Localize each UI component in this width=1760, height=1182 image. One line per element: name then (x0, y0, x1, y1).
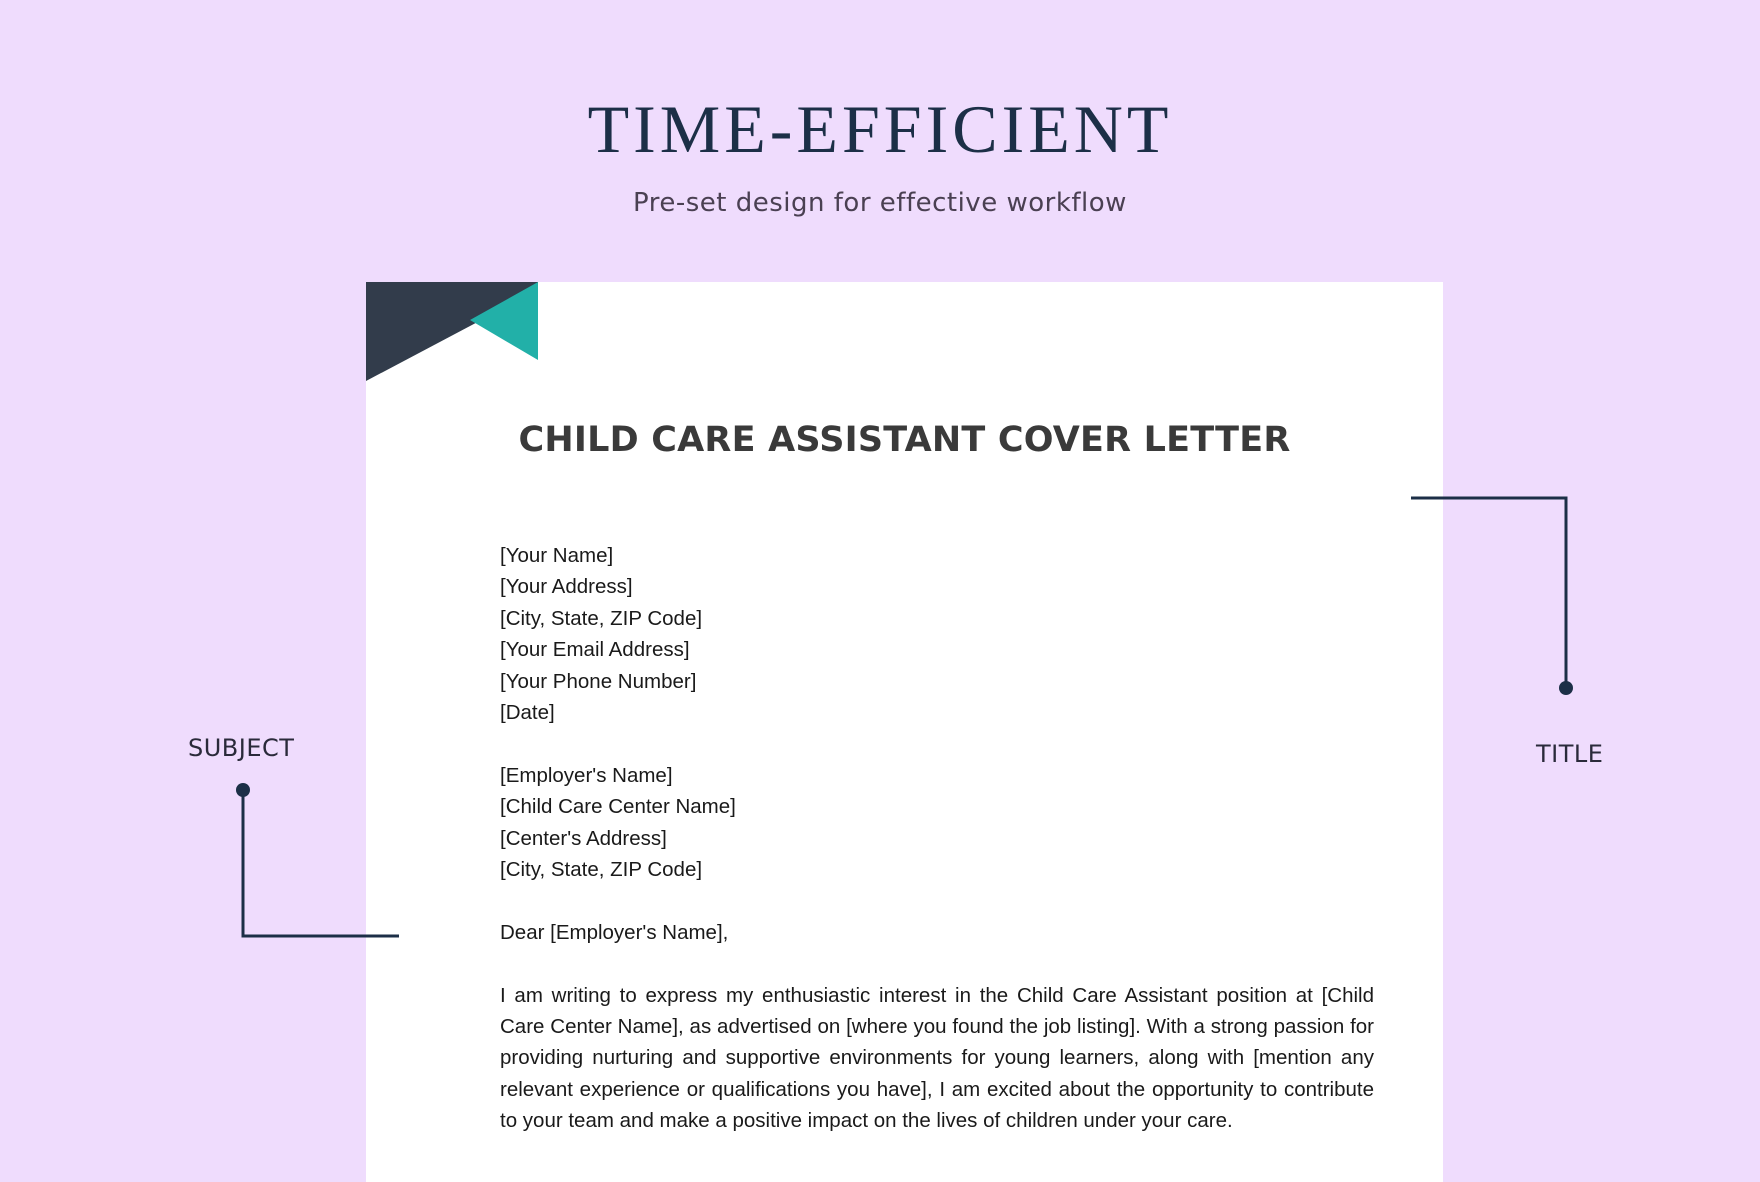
subject-callout-label: SUBJECT (188, 734, 295, 762)
sender-name: [Your Name] (500, 544, 614, 567)
sender-address: [Your Address] (500, 575, 633, 599)
page-headline: TIME-EFFICIENT (587, 91, 1173, 167)
recipient-name: [Employer's Name] (500, 763, 673, 787)
page-subheadline: Pre-set design for effective workflow (633, 188, 1127, 218)
sender-block (500, 540, 1374, 728)
letter-body (500, 540, 1374, 1137)
opening-paragraph: I am writing to express my enthusiastic interest in the Child Care Assistant position at [Child Care Center Name], as advertised on [where you found the job listing]. With a strong passion for providing nurturing and supportive environments for young learners, along with [mention any relevant experience or qualifications you have], I am excited about the opportunity to contribute to your team and make a positive impact on the lives of children under your care. (500, 983, 1374, 1133)
recipient-block (500, 760, 1374, 886)
title-connector-dot (1559, 681, 1573, 695)
subject-connector-dot (236, 783, 250, 797)
recipient-city: [City, State, ZIP Code] (500, 858, 703, 882)
sender-date: [Date] (500, 701, 555, 725)
sender-email: [Your Email Address] (500, 638, 690, 662)
corner-ribbon-decoration (366, 282, 538, 382)
recipient-center: [Child Care Center Name] (500, 795, 736, 819)
sender-city: [City, State, ZIP Code] (500, 606, 703, 630)
recipient-address: [Center's Address] (500, 826, 667, 850)
document-title: CHILD CARE ASSISTANT COVER LETTER (518, 420, 1291, 460)
title-callout-label: TITLE (1536, 740, 1604, 768)
document-preview (366, 282, 1443, 1182)
salutation: Dear [Employer's Name], (500, 920, 729, 944)
sender-phone: [Your Phone Number] (500, 669, 697, 693)
